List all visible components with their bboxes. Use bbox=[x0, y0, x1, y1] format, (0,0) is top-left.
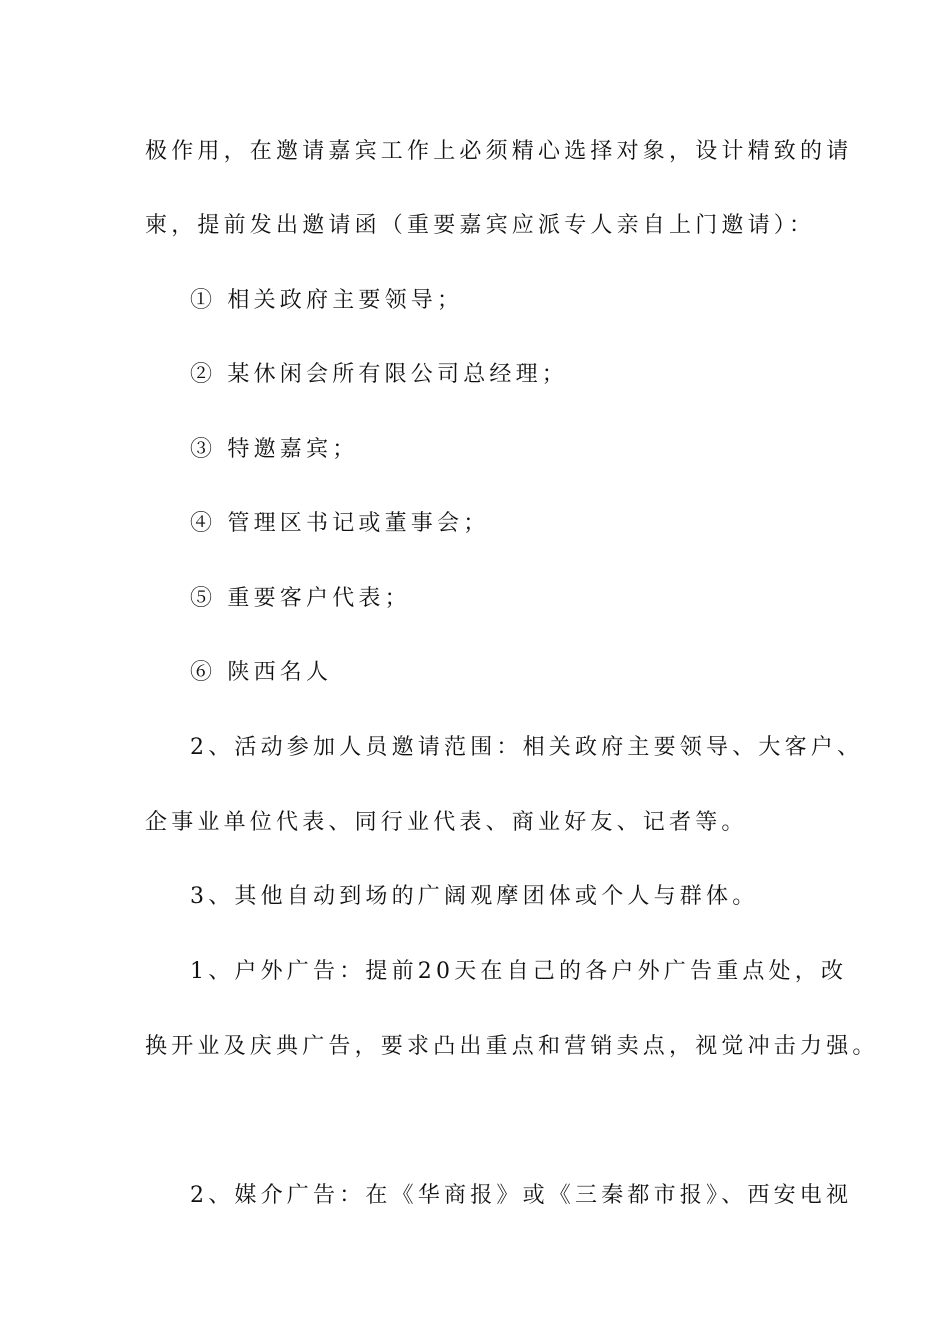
paragraph-line: 极作用，在邀请嘉宾工作上必须精心选择对象，设计精致的请 bbox=[145, 139, 853, 164]
paragraph-line: 1、户外广告：提前20天在自己的各户外广告重点处，改 bbox=[190, 959, 848, 984]
list-item-4: ④ 管理区书记或董事会； bbox=[190, 511, 490, 536]
paragraph-line: 3、其他自动到场的广阔观摩团体或个人与群体。 bbox=[190, 884, 759, 909]
paragraph-line: 2、活动参加人员邀请范围：相关政府主要领导、大客户、 bbox=[190, 735, 864, 760]
list-item-3: ③ 特邀嘉宾； bbox=[190, 437, 359, 462]
paragraph-line: 柬，提前发出邀请函（重要嘉宾应派专人亲自上门邀请）： bbox=[145, 213, 816, 238]
paragraph-line: 企事业单位代表、同行业代表、商业好友、记者等。 bbox=[145, 810, 748, 835]
paragraph-line: 2、媒介广告：在《华商报》或《三秦都市报》、西安电视 bbox=[190, 1183, 853, 1208]
paragraph-line: 换开业及庆典广告，要求凸出重点和营销卖点，视觉冲击力强。 bbox=[145, 1034, 879, 1059]
list-item-6: ⑥ 陕西名人 bbox=[190, 660, 333, 685]
list-item-2: ② 某休闲会所有限公司总经理； bbox=[190, 362, 568, 387]
list-item-1: ① 相关政府主要领导； bbox=[190, 288, 464, 313]
list-item-5: ⑤ 重要客户代表； bbox=[190, 586, 411, 611]
